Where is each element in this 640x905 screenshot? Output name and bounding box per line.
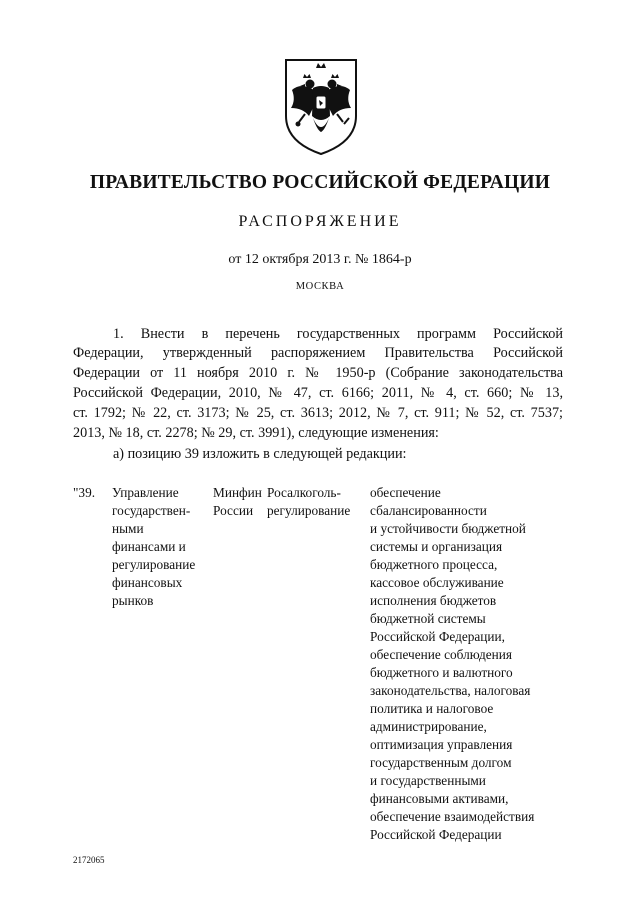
paragraph-line: Федерации от 11 ноября 2010 г. № 1950-р (Собрание законодательства xyxy=(73,365,563,381)
cell-line: оптимизация управления xyxy=(370,737,513,752)
cell-line: регулирование xyxy=(112,557,196,572)
participating-agency-cell xyxy=(267,484,350,520)
cell-line: исполнения бюджетов xyxy=(370,593,497,608)
document-code: 2172065 xyxy=(73,855,105,865)
cell-line: администрирование, xyxy=(370,719,487,734)
document-date-number: от 12 октября 2013 г. № 1864-р xyxy=(228,252,412,267)
cell-line: государствен- xyxy=(112,503,191,518)
paragraph-line: Российской Федерации, 2010, № 47, ст. 6166; 2011, № 4, ст. 660; № 13, xyxy=(73,385,563,401)
cell-line: Российской Федерации xyxy=(370,827,502,842)
cell-line: и государственными xyxy=(370,773,486,788)
cell-line: финансами и xyxy=(112,539,186,554)
cell-line: бюджетной системы xyxy=(370,611,486,626)
paragraph-line: ст. 1792; № 22, ст. 3173; № 25, ст. 3613; 2012, № 7, ст. 911; № 52, ст. 7537; xyxy=(73,405,563,421)
row-number-text: "39. xyxy=(73,485,96,500)
cell-line: России xyxy=(213,503,254,518)
cell-line: бюджетного процесса, xyxy=(370,557,498,572)
cell-line: финансовыми активами, xyxy=(370,791,509,806)
program-name-cell xyxy=(112,484,195,610)
document-city: МОСКВА xyxy=(295,281,345,292)
coat-of-arms-emblem xyxy=(283,56,359,156)
cell-line: обеспечение соблюдения xyxy=(370,647,512,662)
cell-line: обеспечение взаимодействия xyxy=(370,809,535,824)
cell-line: законодательства, налоговая xyxy=(370,683,531,698)
cell-line: Росалкоголь- xyxy=(267,485,341,500)
subitem-a: а) позицию 39 изложить в следующей редакции: xyxy=(113,446,407,462)
cell-line: рынков xyxy=(112,593,154,608)
cell-line: кассовое обслуживание xyxy=(370,575,504,590)
document-type: РАСПОРЯЖЕНИЕ xyxy=(238,213,402,230)
paragraph-line: Федерации, утвержденный распоряжением Правительства Российской xyxy=(73,345,563,361)
cell-line: ными xyxy=(112,521,144,536)
paragraph-line: 1. Внести в перечень государственных программ Российской xyxy=(113,326,563,342)
cell-line: регулирование xyxy=(267,503,351,518)
cell-line: обеспечение xyxy=(370,485,441,500)
cell-line: Российской Федерации, xyxy=(370,629,505,644)
cell-line: политика и налоговое xyxy=(370,701,494,716)
program-goals-cell xyxy=(370,484,534,844)
cell-line: финансовых xyxy=(112,575,183,590)
cell-line: Управление xyxy=(112,485,179,500)
table-row-number xyxy=(73,484,95,502)
government-title: ПРАВИТЕЛЬСТВО РОССИЙСКОЙ ФЕДЕРАЦИИ xyxy=(89,172,551,193)
cell-line: бюджетного и валютного xyxy=(370,665,513,680)
cell-line: государственным долгом xyxy=(370,755,512,770)
cell-line: сбалансированности xyxy=(370,503,487,518)
paragraph-line: 2013, № 18, ст. 2278; № 29, ст. 3991), следующие изменения: xyxy=(73,425,439,441)
responsible-department-cell xyxy=(213,484,262,520)
cell-line: Минфин xyxy=(213,485,262,500)
cell-line: системы и организация xyxy=(370,539,503,554)
cell-line: и устойчивости бюджетной xyxy=(370,521,526,536)
